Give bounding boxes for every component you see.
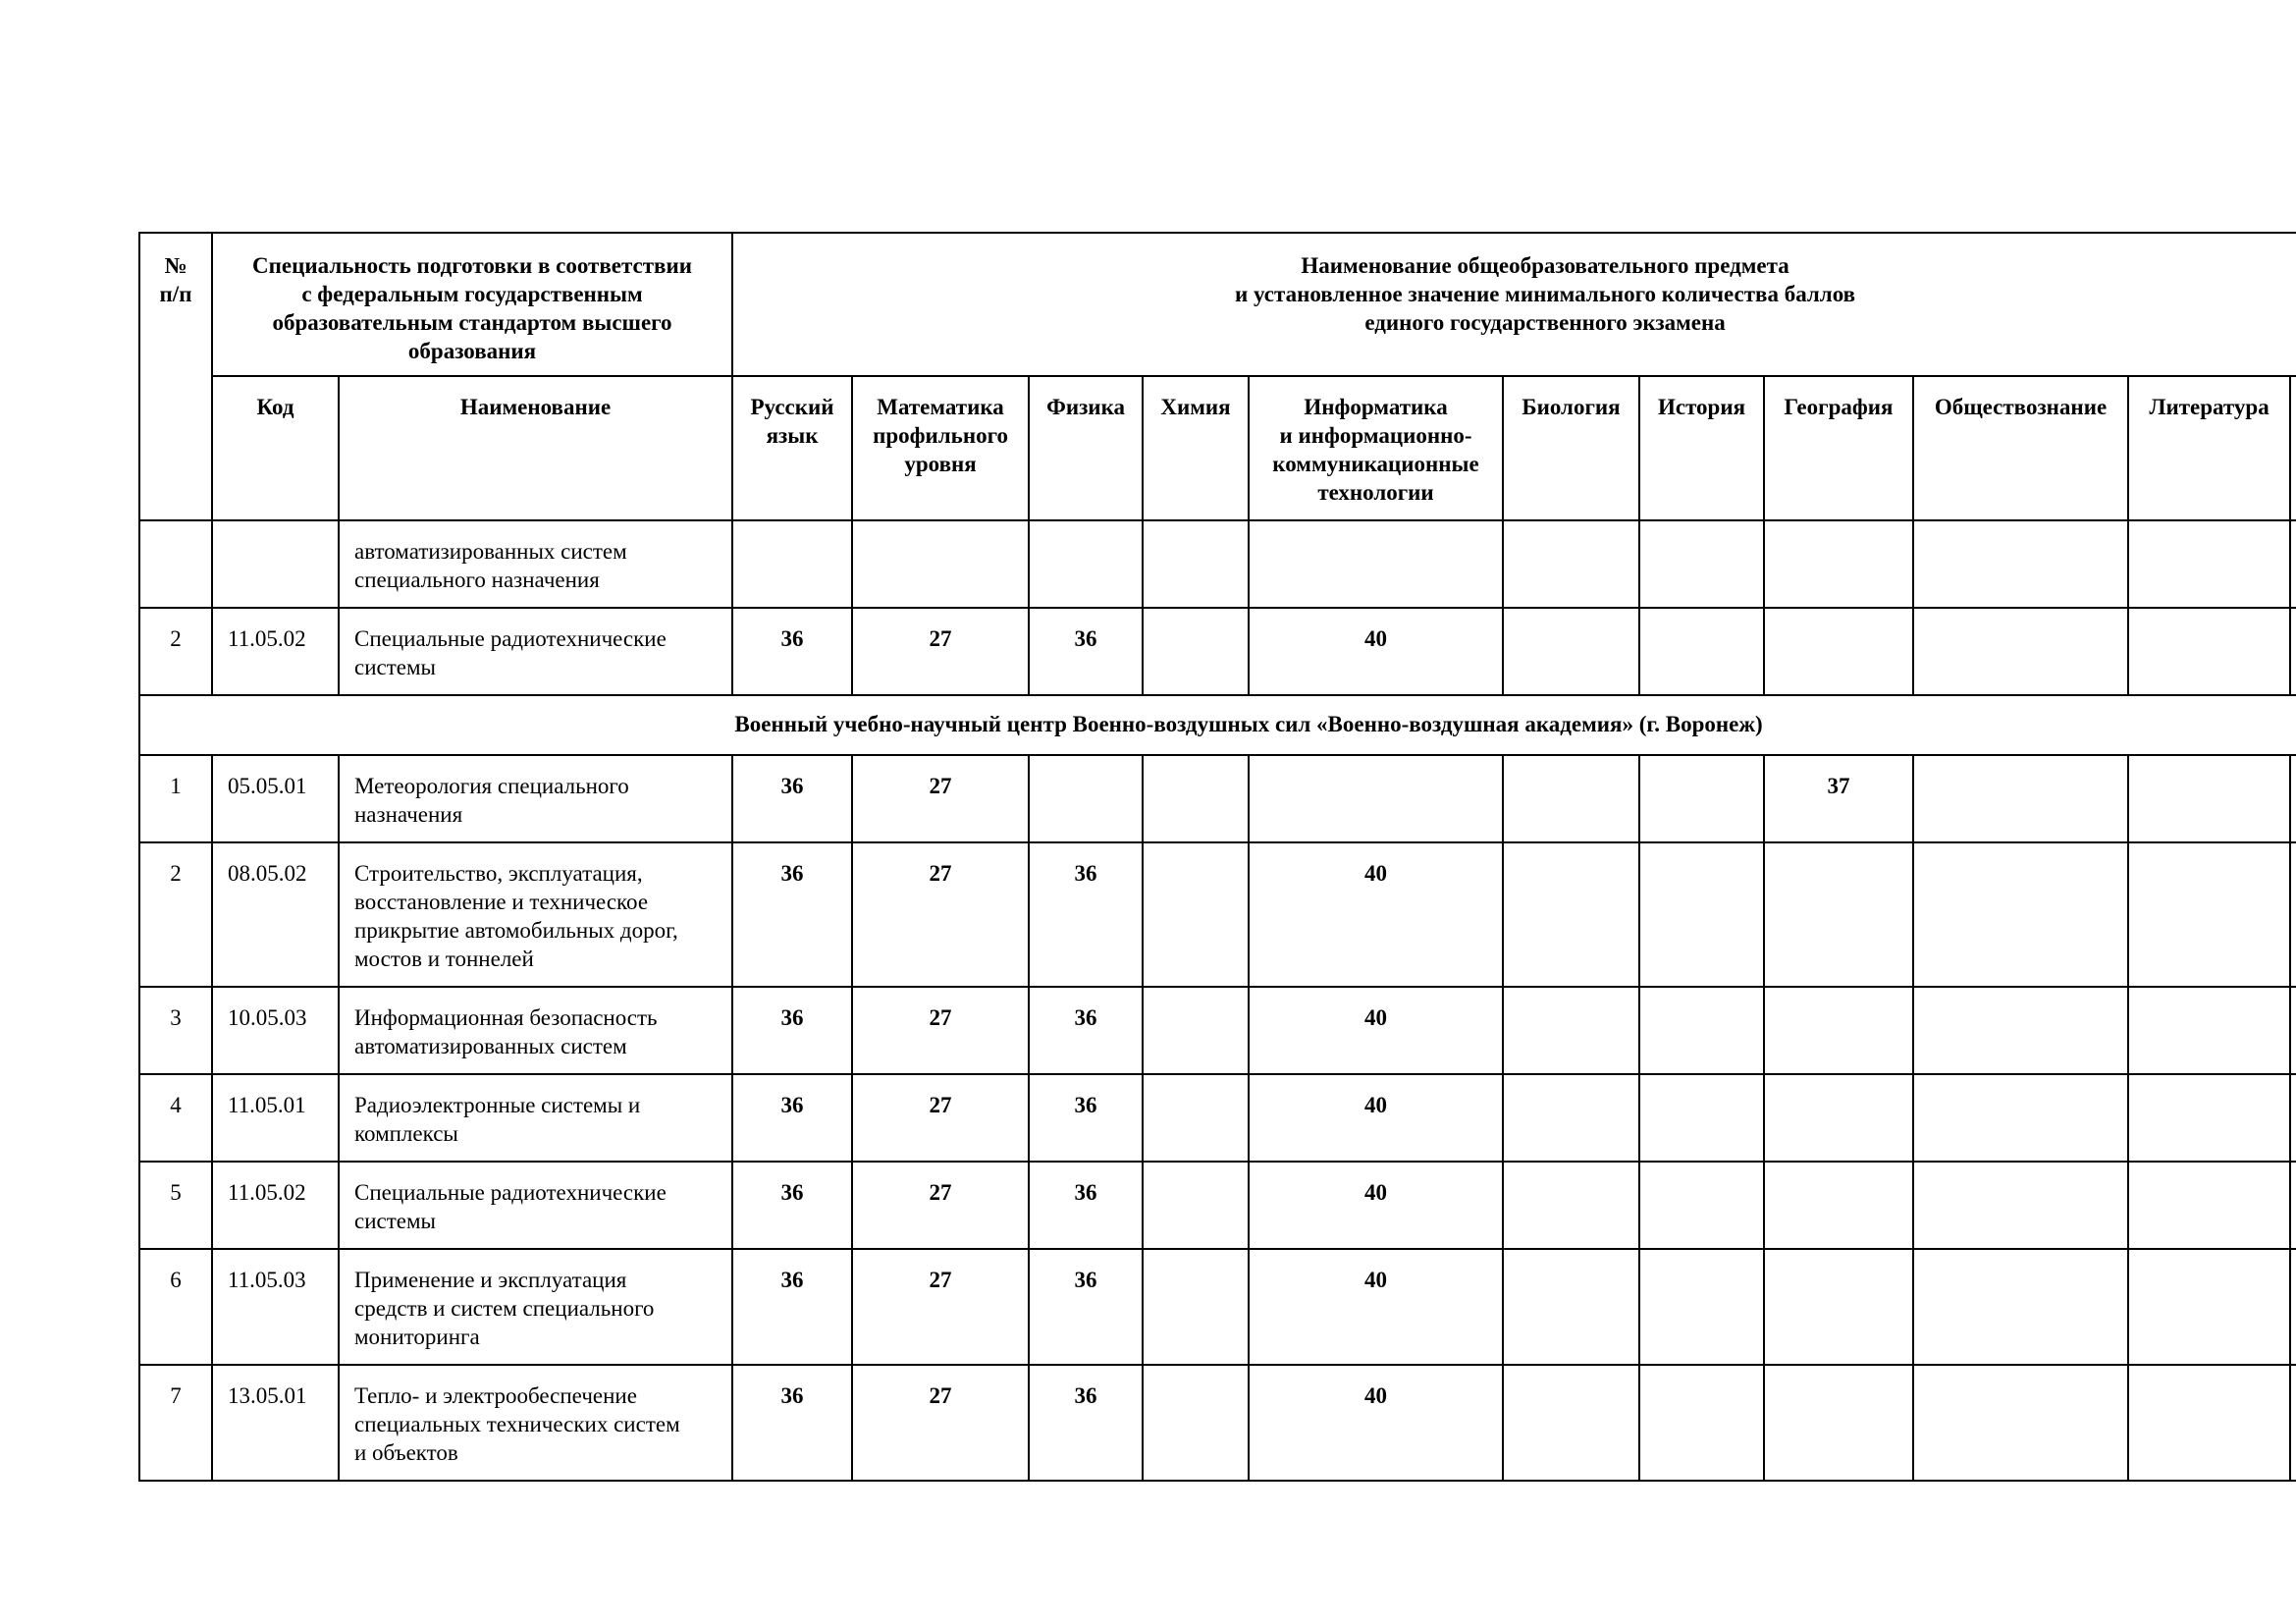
table-row — [139, 987, 2296, 1074]
min-score-cell — [1503, 608, 1639, 695]
min-score-cell — [1639, 987, 1764, 1074]
specialty-name: Радиоэлектронные системы и комплексы — [339, 1074, 732, 1162]
min-score-cell — [1029, 520, 1143, 608]
min-score-cell: 36 — [732, 1162, 852, 1249]
min-score-cell: 40 — [1249, 1162, 1503, 1249]
header-subject-social-studies: Обществознание — [1913, 376, 2128, 520]
overflow-column-cell — [2290, 520, 2296, 608]
min-score-cell — [1503, 755, 1639, 842]
min-score-cell: 36 — [732, 842, 852, 987]
min-score-cell — [1913, 1365, 2128, 1481]
min-score-cell — [1143, 987, 1249, 1074]
header-specialty: Специальность подготовки в соответствии с федеральным государственным образовательным стандартом высшего образования — [212, 233, 732, 376]
min-score-cell — [1143, 1249, 1249, 1365]
min-score-cell — [1639, 755, 1764, 842]
table-row — [139, 755, 2296, 842]
table-row — [139, 1249, 2296, 1365]
row-number: 1 — [139, 755, 212, 842]
overflow-column-cell — [2290, 1162, 2296, 1249]
min-score-cell — [1639, 520, 1764, 608]
min-score-cell: 40 — [1249, 842, 1503, 987]
min-score-cell: 37 — [1764, 755, 1913, 842]
header-subject-math: Математика профильного уровня — [852, 376, 1029, 520]
min-score-cell: 36 — [1029, 842, 1143, 987]
specialty-name: Специальные радиотехнические системы — [339, 1162, 732, 1249]
min-score-cell: 40 — [1249, 1365, 1503, 1481]
table-row — [139, 1162, 2296, 1249]
min-score-cell — [1913, 608, 2128, 695]
min-score-cell — [1639, 842, 1764, 987]
min-score-cell: 40 — [1249, 608, 1503, 695]
admission-scores-table — [138, 232, 2296, 1482]
row-number: 2 — [139, 842, 212, 987]
table-row — [139, 842, 2296, 987]
min-score-cell — [1249, 755, 1503, 842]
header-subject-geography: География — [1764, 376, 1913, 520]
min-score-cell — [1143, 755, 1249, 842]
min-score-cell — [1913, 520, 2128, 608]
min-score-cell — [732, 520, 852, 608]
header-code: Код — [212, 376, 339, 520]
min-score-cell — [1029, 755, 1143, 842]
min-score-cell — [1143, 608, 1249, 695]
row-number: 7 — [139, 1365, 212, 1481]
specialty-name: Применение и эксплуатация средств и систем специального мониторинга — [339, 1249, 732, 1365]
min-score-cell — [1503, 1074, 1639, 1162]
min-score-cell — [1639, 1162, 1764, 1249]
row-number: 3 — [139, 987, 212, 1074]
row-number — [139, 520, 212, 608]
min-score-cell — [1143, 1365, 1249, 1481]
min-score-cell — [2128, 608, 2290, 695]
min-score-cell — [2128, 1365, 2290, 1481]
min-score-cell — [1764, 1365, 1913, 1481]
min-score-cell: 36 — [1029, 608, 1143, 695]
header-subjects-group: Наименование общеобразовательного предмета и установленное значение минимального количества баллов единого государственного экзамена — [732, 233, 2296, 376]
min-score-cell — [2128, 755, 2290, 842]
table-row — [139, 608, 2296, 695]
min-score-cell — [1143, 1074, 1249, 1162]
header-subject-physics: Физика — [1029, 376, 1143, 520]
min-score-cell: 36 — [1029, 1074, 1143, 1162]
min-score-cell: 36 — [1029, 1162, 1143, 1249]
header-subject-literature: Литература — [2128, 376, 2290, 520]
min-score-cell — [1764, 520, 1913, 608]
row-number: 2 — [139, 608, 212, 695]
min-score-cell — [1503, 987, 1639, 1074]
overflow-column-cell — [2290, 1249, 2296, 1365]
min-score-cell — [1913, 1249, 2128, 1365]
specialty-code: 11.05.02 — [212, 1162, 339, 1249]
min-score-cell: 36 — [1029, 987, 1143, 1074]
specialty-code: 13.05.01 — [212, 1365, 339, 1481]
min-score-cell: 27 — [852, 1074, 1029, 1162]
section-title: Военный учебно-научный центр Военно-воздушных сил «Военно-воздушная академия» (г. Воронеж) — [139, 695, 2296, 755]
min-score-cell — [1913, 987, 2128, 1074]
rows-before-section — [139, 520, 2296, 695]
min-score-cell — [1764, 608, 1913, 695]
row-number: 6 — [139, 1249, 212, 1365]
min-score-cell: 27 — [852, 608, 1029, 695]
specialty-name: Строительство, эксплуатация, восстановление и техническое прикрытие автомобильных дорог, мостов и тоннелей — [339, 842, 732, 987]
header-overflow-column — [2290, 376, 2296, 520]
header-row-number: № п/п — [139, 233, 212, 520]
min-score-cell — [1143, 520, 1249, 608]
min-score-cell: 27 — [852, 987, 1029, 1074]
min-score-cell — [1503, 1365, 1639, 1481]
min-score-cell — [1764, 842, 1913, 987]
min-score-cell — [1143, 1162, 1249, 1249]
min-score-cell: 27 — [852, 1365, 1029, 1481]
min-score-cell: 36 — [732, 987, 852, 1074]
section-block — [139, 695, 2296, 755]
min-score-cell — [1503, 1162, 1639, 1249]
min-score-cell — [1639, 1365, 1764, 1481]
specialty-name: Тепло- и электрообеспечение специальных технических систем и объектов — [339, 1365, 732, 1481]
overflow-column-cell — [2290, 1074, 2296, 1162]
min-score-cell — [1913, 1162, 2128, 1249]
min-score-cell — [1503, 520, 1639, 608]
specialty-name: Специальные радиотехнические системы — [339, 608, 732, 695]
min-score-cell — [2128, 1249, 2290, 1365]
overflow-column-cell — [2290, 608, 2296, 695]
min-score-cell — [1764, 1162, 1913, 1249]
min-score-cell: 36 — [732, 1249, 852, 1365]
min-score-cell — [1764, 987, 1913, 1074]
min-score-cell: 40 — [1249, 987, 1503, 1074]
min-score-cell — [1639, 1249, 1764, 1365]
specialty-name: Метеорология специального назначения — [339, 755, 732, 842]
min-score-cell: 36 — [732, 1365, 852, 1481]
min-score-cell: 40 — [1249, 1074, 1503, 1162]
table-row — [139, 1074, 2296, 1162]
header-subject-russian: Русский язык — [732, 376, 852, 520]
header-subject-biology: Биология — [1503, 376, 1639, 520]
overflow-column-cell — [2290, 755, 2296, 842]
min-score-cell: 36 — [732, 1074, 852, 1162]
overflow-column-cell — [2290, 987, 2296, 1074]
min-score-cell — [1503, 1249, 1639, 1365]
min-score-cell: 36 — [732, 755, 852, 842]
row-number: 5 — [139, 1162, 212, 1249]
min-score-cell — [1913, 755, 2128, 842]
min-score-cell — [1249, 520, 1503, 608]
specialty-code: 10.05.03 — [212, 987, 339, 1074]
row-number: 4 — [139, 1074, 212, 1162]
specialty-code: 11.05.02 — [212, 608, 339, 695]
specialty-name: Информационная безопасность автоматизированных систем — [339, 987, 732, 1074]
min-score-cell — [852, 520, 1029, 608]
min-score-cell — [2128, 987, 2290, 1074]
min-score-cell — [1913, 1074, 2128, 1162]
specialty-code: 11.05.01 — [212, 1074, 339, 1162]
header-subject-informatics: Информатика и информационно- коммуникационные технологии — [1249, 376, 1503, 520]
min-score-cell — [1143, 842, 1249, 987]
rows-after-section — [139, 755, 2296, 1481]
specialty-code: 08.05.02 — [212, 842, 339, 987]
specialty-name: автоматизированных систем специального назначения — [339, 520, 732, 608]
min-score-cell — [2128, 1074, 2290, 1162]
min-score-cell: 36 — [1029, 1365, 1143, 1481]
min-score-cell: 27 — [852, 1249, 1029, 1365]
min-score-cell: 36 — [732, 608, 852, 695]
header-subject-chemistry: Химия — [1143, 376, 1249, 520]
min-score-cell — [1913, 842, 2128, 987]
min-score-cell — [2128, 1162, 2290, 1249]
min-score-cell — [1503, 842, 1639, 987]
header-subject-history: История — [1639, 376, 1764, 520]
min-score-cell — [1639, 608, 1764, 695]
min-score-cell — [2128, 520, 2290, 608]
min-score-cell: 36 — [1029, 1249, 1143, 1365]
overflow-column-cell — [2290, 1365, 2296, 1481]
specialty-code: 05.05.01 — [212, 755, 339, 842]
min-score-cell — [1764, 1074, 1913, 1162]
specialty-code — [212, 520, 339, 608]
min-score-cell — [1639, 1074, 1764, 1162]
header-name: Наименование — [339, 376, 732, 520]
min-score-cell: 40 — [1249, 1249, 1503, 1365]
overflow-column-cell — [2290, 842, 2296, 987]
min-score-cell: 27 — [852, 842, 1029, 987]
table-row — [139, 520, 2296, 608]
min-score-cell: 27 — [852, 1162, 1029, 1249]
min-score-cell — [1764, 1249, 1913, 1365]
specialty-code: 11.05.03 — [212, 1249, 339, 1365]
min-score-cell — [2128, 842, 2290, 987]
table-row — [139, 1365, 2296, 1481]
min-score-cell: 27 — [852, 755, 1029, 842]
